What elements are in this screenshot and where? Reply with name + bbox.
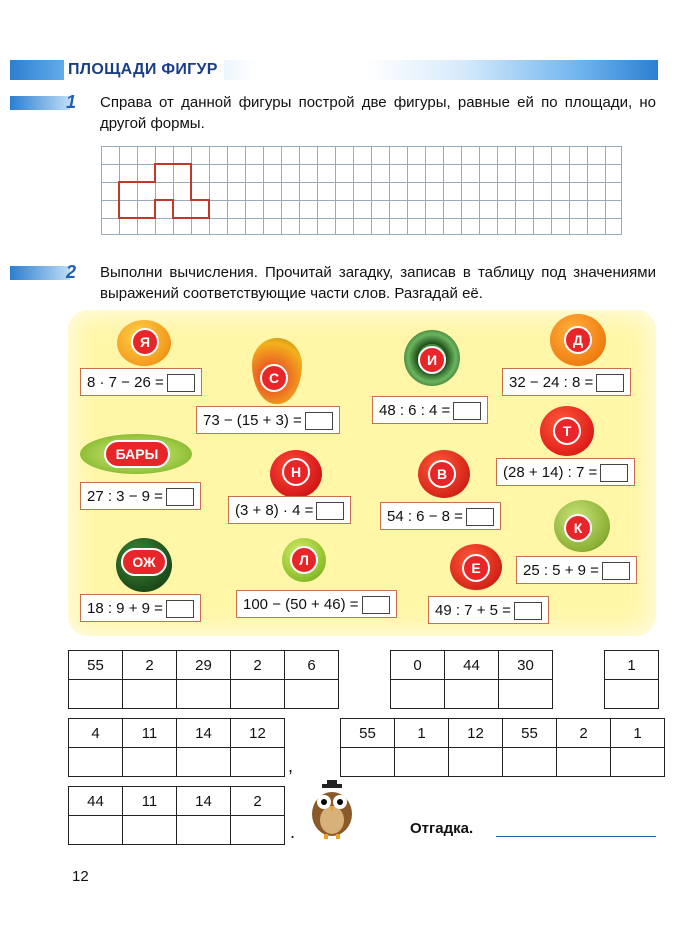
comma: , [288, 756, 294, 776]
answer-cell[interactable] [611, 748, 665, 777]
table-cell: 55 [69, 651, 123, 680]
table-cell: 6 [285, 651, 339, 680]
answer-cell[interactable] [341, 748, 395, 777]
answer-box[interactable] [453, 402, 481, 420]
answer-cell[interactable] [445, 680, 499, 709]
answer-box[interactable] [362, 596, 390, 614]
answer-box[interactable] [305, 412, 333, 430]
expression-card: 54 : 6 − 8 = [380, 502, 501, 530]
task-1-marker [10, 96, 70, 110]
task-1-text: Справа от данной фигуры построй две фигуры, равные ей по площади, но другой формы. [100, 94, 656, 132]
table-cell: 2 [123, 651, 177, 680]
answer-cell[interactable] [557, 748, 611, 777]
answer-cell[interactable] [123, 680, 177, 709]
table-cell: 44 [445, 651, 499, 680]
table-cell: 11 [123, 719, 177, 748]
expression-card: 32 − 24 : 8 = [502, 368, 631, 396]
task-2-number: 2 [66, 262, 77, 282]
expression-card: 100 − (50 + 46) = [236, 590, 397, 618]
task-2-marker [10, 266, 70, 280]
table-cell: 44 [69, 787, 123, 816]
letter-badge: БАРЫ [104, 440, 170, 468]
table-cell: 12 [231, 719, 285, 748]
expression-card: 25 : 5 + 9 = [516, 556, 637, 584]
expression-card: (3 + 8) · 4 = [228, 496, 351, 524]
answer-cell[interactable] [123, 748, 177, 777]
answer-cell[interactable] [69, 748, 123, 777]
answer-cell[interactable] [395, 748, 449, 777]
table-cell: 12 [449, 719, 503, 748]
answer-cell[interactable] [231, 680, 285, 709]
answer-table-6 [68, 786, 285, 845]
answer-cell[interactable] [69, 816, 123, 845]
page-number: 12 [72, 868, 89, 885]
table-cell: 1 [395, 719, 449, 748]
task-2-text: Выполни вычисления. Прочитай загадку, записав в таблицу под значениями выражений соответствующие части слов. Разгадай её. [100, 264, 656, 302]
answer-table-1 [68, 650, 339, 709]
letter-badge: Я [131, 328, 159, 356]
expression-card: 73 − (15 + 3) = [196, 406, 340, 434]
answer-cell[interactable] [123, 816, 177, 845]
letter-badge: Н [282, 458, 310, 486]
answer-box[interactable] [596, 374, 624, 392]
letter-badge: Т [553, 417, 581, 445]
answer-box[interactable] [600, 464, 628, 482]
table-cell: 14 [177, 719, 231, 748]
table-cell: 55 [503, 719, 557, 748]
table-cell: 2 [231, 787, 285, 816]
answer-box[interactable] [466, 508, 494, 526]
expression-card: 8 · 7 − 26 = [80, 368, 202, 396]
letter-badge: ОЖ [121, 548, 167, 576]
table-cell: 2 [557, 719, 611, 748]
letter-badge: В [428, 460, 456, 488]
answer-cell[interactable] [231, 816, 285, 845]
answer-box[interactable] [166, 600, 194, 618]
table-cell: 55 [341, 719, 395, 748]
answer-box[interactable] [167, 374, 195, 392]
answer-table-5 [340, 718, 665, 777]
letter-badge: С [260, 364, 288, 392]
answer-line[interactable] [496, 836, 656, 837]
answer-cell[interactable] [285, 680, 339, 709]
answer-cell[interactable] [499, 680, 553, 709]
table-cell: 1 [605, 651, 659, 680]
answer-cell[interactable] [177, 680, 231, 709]
table-cell: 14 [177, 787, 231, 816]
answer-table-4 [68, 718, 285, 777]
table-cell: 11 [123, 787, 177, 816]
area-figure [101, 146, 621, 236]
page-title: ПЛОЩАДИ ФИГУР [64, 60, 224, 80]
table-cell: 30 [499, 651, 553, 680]
answer-label: Отгадка. [410, 820, 474, 837]
answer-cell[interactable] [391, 680, 445, 709]
table-cell: 29 [177, 651, 231, 680]
task-1-number: 1 [66, 92, 77, 112]
answer-box[interactable] [602, 562, 630, 580]
expression-card: 49 : 7 + 5 = [428, 596, 549, 624]
expression-card: (28 + 14) : 7 = [496, 458, 635, 486]
letter-badge: Л [290, 546, 318, 574]
expression-card: 27 : 3 − 9 = [80, 482, 201, 510]
answer-table-2 [390, 650, 553, 709]
table-cell: 4 [69, 719, 123, 748]
letter-badge: Е [462, 554, 490, 582]
owl-icon [302, 778, 362, 840]
answer-cell[interactable] [605, 680, 659, 709]
letter-badge: К [564, 514, 592, 542]
answer-cell[interactable] [449, 748, 503, 777]
answer-cell[interactable] [177, 816, 231, 845]
answer-box[interactable] [514, 602, 542, 620]
answer-cell[interactable] [231, 748, 285, 777]
letter-badge: И [418, 346, 446, 374]
table-cell: 0 [391, 651, 445, 680]
expression-card: 18 : 9 + 9 = [80, 594, 201, 622]
table-cell: 1 [611, 719, 665, 748]
answer-cell[interactable] [503, 748, 557, 777]
table-cell: 2 [231, 651, 285, 680]
period: . [290, 822, 296, 842]
answer-box[interactable] [316, 502, 344, 520]
letter-badge: Д [564, 326, 592, 354]
answer-table-3 [604, 650, 659, 709]
answer-box[interactable] [166, 488, 194, 506]
expression-card: 48 : 6 : 4 = [372, 396, 488, 424]
answer-cell[interactable] [177, 748, 231, 777]
answer-cell[interactable] [69, 680, 123, 709]
